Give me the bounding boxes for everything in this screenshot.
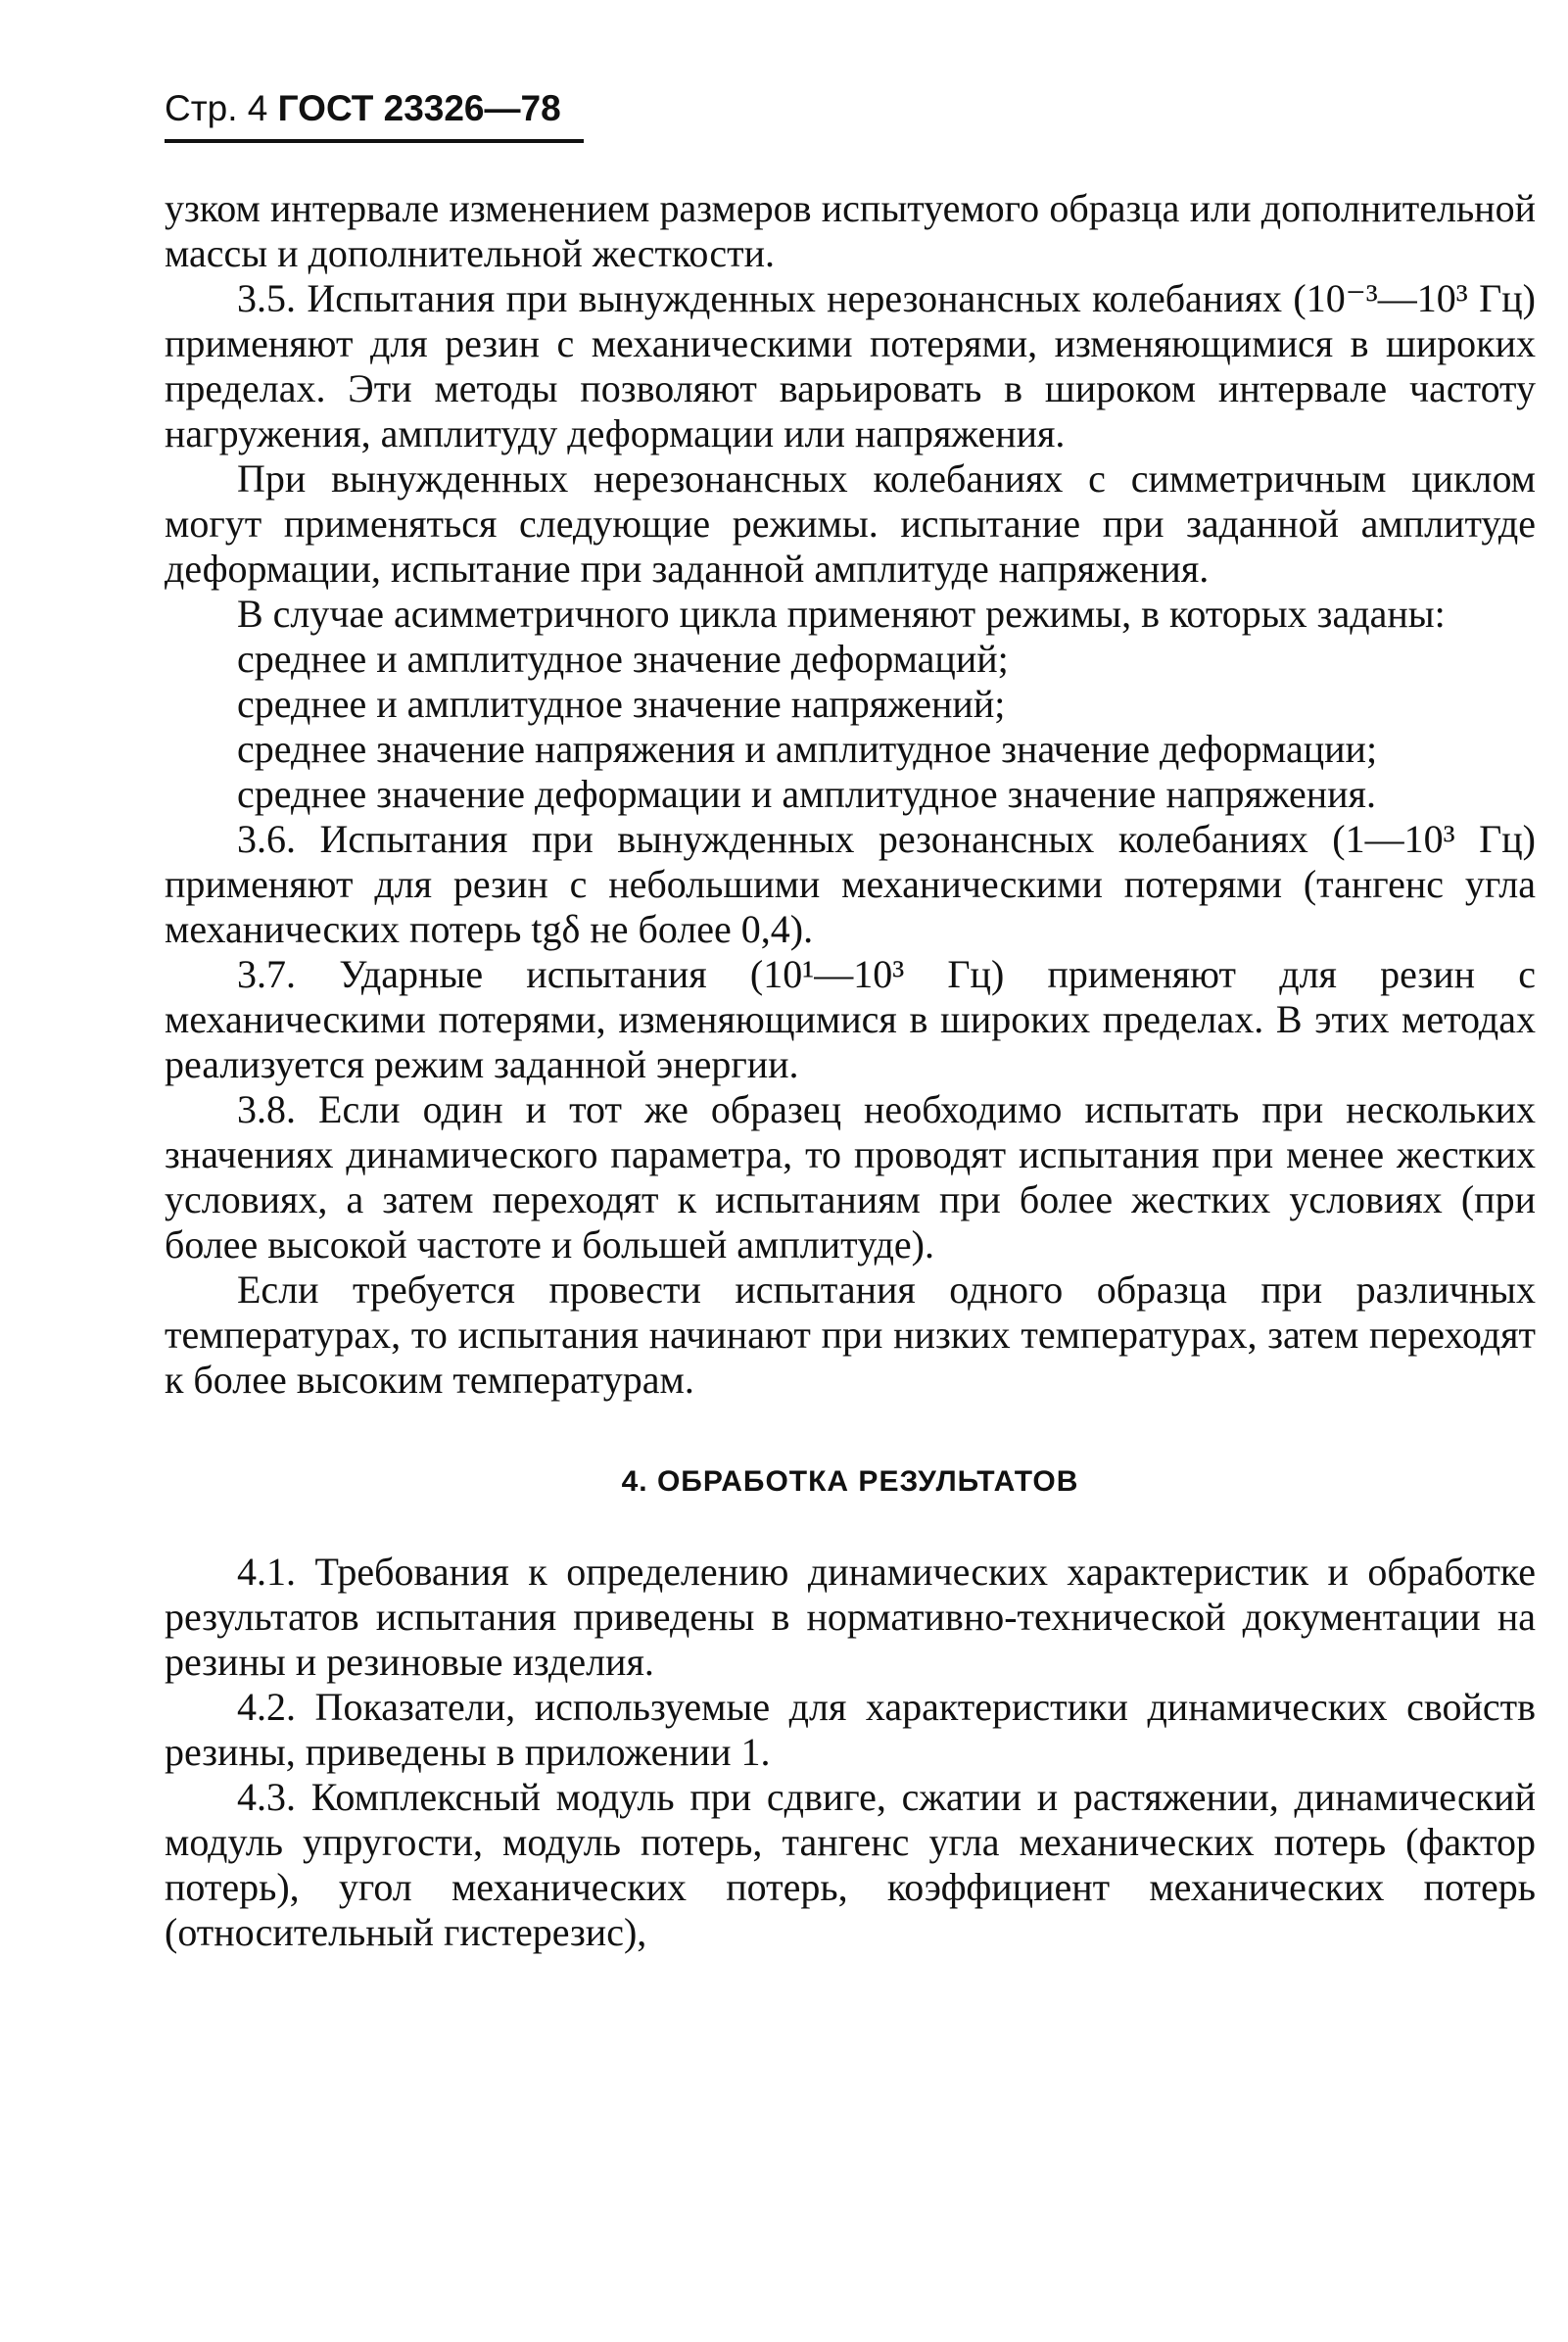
standard-number: ГОСТ 23326—78 (277, 88, 561, 128)
paragraph-continuation: узком интервале изменением размеров испытуемого образца или дополнительной массы и дополнительной жесткости. (165, 186, 1536, 275)
page-header (165, 86, 584, 143)
paragraph-asymmetric-intro: В случае асимметричного цикла применяют режимы, в которых заданы: (237, 592, 1446, 636)
document-body (165, 186, 1536, 1955)
mode-item: среднее значение деформации и амплитудное значение напряжения. (237, 772, 1376, 816)
mode-item: среднее и амплитудное значение напряжений; (237, 682, 1006, 726)
paragraph-4-2: 4.2. Показатели, используемые для характеристики динамических свойств резины, приведены в приложении 1. (165, 1685, 1536, 1774)
paragraph-3-8: 3.8. Если один и тот же образец необходимо испытать при нескольких значениях динамического параметра, то проводят испытания при менее жестких условиях, а затем переходят к испытаниям при более жестких условиях (при более высокой частоте и большей амплитуде). (165, 1087, 1536, 1267)
paragraph-4-3: 4.3. Комплексный модуль при сдвиге, сжатии и растяжении, динамический модуль упругости, модуль потерь, тангенс угла механических потерь (фактор потерь), угол механических потерь, коэффициент механических потерь (относительный гистерезис), (165, 1775, 1536, 1954)
paragraph-temperatures: Если требуется провести испытания одного образца при различных температурах, то испытания начинают при низких температурах, затем переходят к более высоким температурам. (165, 1267, 1536, 1402)
mode-item: среднее и амплитудное значение деформаций; (237, 637, 1009, 681)
paragraph-symmetric-modes: При вынужденных нерезонансных колебаниях с симметричным циклом могут применяться следующие режимы. испытание при заданной амплитуде деформации, испытание при заданной амплитуде напряжения. (165, 456, 1536, 591)
paragraph-3-5: 3.5. Испытания при вынужденных нерезонансных колебаниях (10⁻³—10³ Гц) применяют для резин с механическими потерями, изменяющимися в широких пределах. Эти методы позволяют варьировать в широком интервале частоту нагружения, амплитуду деформации или напряжения. (165, 276, 1536, 455)
paragraph-3-7: 3.7. Ударные испытания (10¹—10³ Гц) применяют для резин с механическими потерями, изменяющимися в широких пределах. В этих методах реализуется режим заданной энергии. (165, 952, 1536, 1086)
page-number: Стр. 4 (165, 88, 268, 128)
section-heading: 4. ОБРАБОТКА РЕЗУЛЬТАТОВ (621, 1465, 1079, 1498)
paragraph-3-6: 3.6. Испытания при вынужденных резонансных колебаниях (1—10³ Гц) применяют для резин с небольшими механическими потерями (тангенс угла механических потерь tgδ не более 0,4). (165, 817, 1536, 951)
paragraph-4-1: 4.1. Требования к определению динамических характеристик и обработке результатов испытания приведены в нормативно-технической документации на резины и резиновые изделия. (165, 1550, 1536, 1684)
mode-item: среднее значение напряжения и амплитудное значение деформации; (237, 727, 1378, 771)
document-page (165, 86, 1536, 1955)
